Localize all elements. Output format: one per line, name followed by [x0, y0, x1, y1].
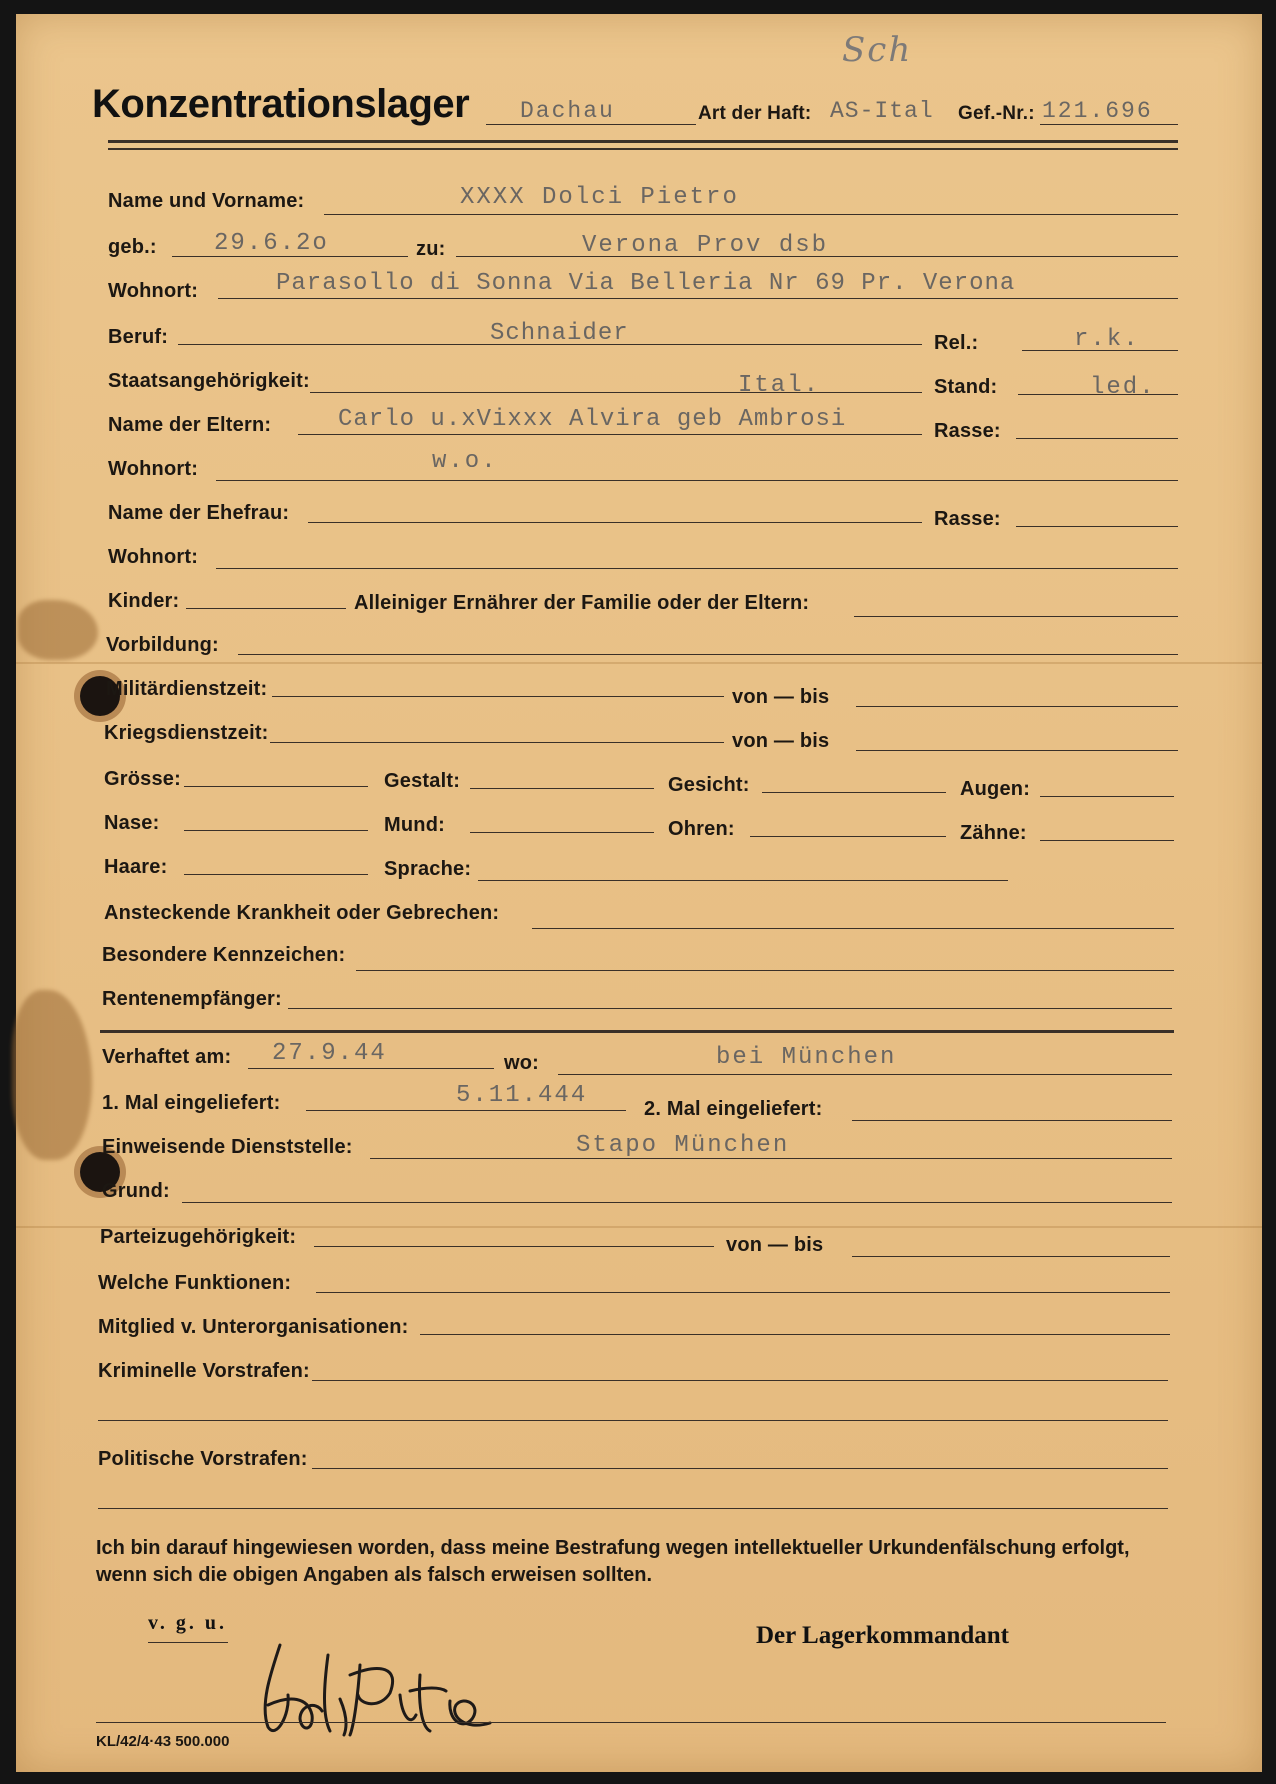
eltern-value: Carlo u.xVixxx Alvira geb Ambrosi: [338, 406, 847, 433]
militaer-label: Militärdienstzeit:: [106, 678, 268, 700]
gef-line: [1040, 124, 1178, 125]
kriminell-label: Kriminelle Vorstrafen:: [98, 1360, 310, 1382]
dienststelle-line: [370, 1158, 1172, 1159]
form-code: KL/42/4·43 500.000: [96, 1733, 230, 1750]
name-label: Name und Vorname:: [108, 190, 305, 212]
haare-label: Haare:: [104, 856, 168, 878]
kennzeichen-line: [356, 970, 1174, 971]
militaer-line: [272, 696, 724, 697]
dienststelle-value: Stapo München: [576, 1132, 790, 1159]
sprache-line: [478, 880, 1008, 881]
mal1-label: 1. Mal eingeliefert:: [102, 1092, 281, 1114]
stand-line: [1018, 394, 1178, 395]
eltern-line: [298, 434, 922, 435]
geb-label: geb.:: [108, 236, 157, 258]
commander-label: Der Lagerkommandant: [756, 1622, 1010, 1649]
wo-line: [558, 1074, 1172, 1075]
zu-line: [456, 256, 1178, 257]
groesse-line: [184, 786, 368, 787]
krankheit-line: [532, 928, 1174, 929]
wohnort-value: Parasollo di Sonna Via Belleria Nr 69 Pr. Verona: [276, 270, 1016, 297]
geb-line: [172, 256, 408, 257]
rel-line: [1022, 350, 1178, 351]
krieg-label: Kriegsdienstzeit:: [104, 722, 269, 744]
form-title: Konzentrationslager: [92, 82, 470, 126]
staat-label: Staatsangehörigkeit:: [108, 370, 310, 392]
gesicht-label: Gesicht:: [668, 774, 750, 796]
politisch-line: [312, 1468, 1168, 1469]
verhaftet-value: 27.9.44: [272, 1040, 387, 1067]
vgu-label: v. g. u.: [148, 1612, 228, 1634]
mal1-value: 5.11.444: [456, 1082, 588, 1109]
rasse2-line: [1016, 526, 1178, 527]
wohnort2-label: Wohnort:: [108, 458, 199, 480]
gef-nr-value: 121.696: [1042, 98, 1153, 124]
augen-label: Augen:: [960, 778, 1031, 800]
funktionen-line: [316, 1292, 1170, 1293]
grund-label: Grund:: [102, 1180, 170, 1202]
zu-label: zu:: [416, 238, 446, 260]
partei-label: Parteizugehörigkeit:: [100, 1226, 297, 1248]
camp-value: Dachau: [520, 98, 615, 124]
gesicht-line: [762, 792, 946, 793]
rente-label: Rentenempfänger:: [102, 988, 282, 1010]
vonbis2-label: von — bis: [732, 730, 830, 752]
vorbildung-label: Vorbildung:: [106, 634, 219, 656]
header-rule: [108, 148, 1178, 150]
mitglied-label: Mitglied v. Unterorganisationen:: [98, 1316, 409, 1338]
funktionen-label: Welche Funktionen:: [98, 1272, 292, 1294]
ehefrau-line: [308, 522, 922, 523]
gestalt-label: Gestalt:: [384, 770, 461, 792]
zaehne-label: Zähne:: [960, 822, 1027, 844]
geb-value: 29.6.2o: [214, 230, 329, 257]
partei-line: [314, 1246, 714, 1247]
kriminell-line: [312, 1380, 1168, 1381]
wohnort2-line: [216, 480, 1178, 481]
politisch-line-2: [98, 1508, 1168, 1509]
rasse-line: [1016, 438, 1178, 439]
vgu-underline: [148, 1642, 228, 1643]
verhaftet-label: Verhaftet am:: [102, 1046, 232, 1068]
section-rule: [100, 1030, 1174, 1033]
haare-line: [184, 874, 368, 875]
nase-line: [184, 830, 368, 831]
camp-line: [486, 124, 696, 125]
wo-label: wo:: [504, 1052, 540, 1074]
beruf-line: [178, 344, 922, 345]
haft-value: AS-Ital: [830, 98, 934, 124]
stand-label: Stand:: [934, 376, 998, 398]
declaration-text: Ich bin darauf hingewiesen worden, dass meine Bestrafung wegen intellektueller Urkundenfälschung erfolgt, wenn sich die obigen Angaben als falsch erweisen sollten.: [96, 1537, 1130, 1586]
wohnort3-label: Wohnort:: [108, 546, 199, 568]
rasse2-label: Rasse:: [934, 508, 1001, 530]
rel-label: Rel.:: [934, 332, 979, 354]
signature-line: [96, 1722, 1166, 1723]
stand-value: led.: [1090, 374, 1156, 401]
ernaehrer-label: Alleiniger Ernährer der Familie oder der Eltern:: [354, 592, 810, 614]
ohren-line: [750, 836, 946, 837]
ohren-label: Ohren:: [668, 818, 735, 840]
zaehne-line: [1040, 840, 1174, 841]
name-line: [324, 214, 1178, 215]
krankheit-label: Ansteckende Krankheit oder Gebrechen:: [104, 902, 500, 924]
vonbis3-line: [852, 1256, 1170, 1257]
ernaehrer-line: [854, 616, 1178, 617]
mal2-label: 2. Mal eingeliefert:: [644, 1098, 823, 1120]
dienststelle-label: Einweisende Dienststelle:: [102, 1136, 353, 1158]
beruf-value: Schnaider: [490, 320, 629, 347]
vonbis1-label: von — bis: [732, 686, 830, 708]
mund-line: [470, 832, 654, 833]
header-rule: [108, 140, 1178, 143]
signature: [250, 1635, 530, 1745]
vorbildung-line: [238, 654, 1178, 655]
wo-value: bei München: [716, 1044, 897, 1071]
gestalt-line: [470, 788, 654, 789]
haft-note: Sch: [842, 30, 913, 70]
rel-value: r.k.: [1074, 326, 1140, 353]
mal2-line: [852, 1120, 1172, 1121]
augen-line: [1040, 796, 1174, 797]
rasse-label: Rasse:: [934, 420, 1001, 442]
kriminell-line-2: [98, 1420, 1168, 1421]
ehefrau-label: Name der Ehefrau:: [108, 502, 290, 524]
kinder-label: Kinder:: [108, 590, 180, 612]
mal1-line: [306, 1110, 626, 1111]
kennzeichen-label: Besondere Kennzeichen:: [102, 944, 346, 966]
beruf-label: Beruf:: [108, 326, 169, 348]
wohnort3-line: [216, 568, 1178, 569]
kinder-line: [186, 608, 346, 609]
wohnort-line: [218, 298, 1178, 299]
fold-line: [16, 662, 1262, 664]
rente-line: [288, 1008, 1172, 1009]
wohnort2-value: w.o.: [432, 448, 498, 475]
haft-label: Art der Haft:: [698, 103, 812, 124]
grund-line: [182, 1202, 1172, 1203]
groesse-label: Grösse:: [104, 768, 181, 790]
eltern-label: Name der Eltern:: [108, 414, 272, 436]
vonbis3-label: von — bis: [726, 1234, 824, 1256]
wohnort-label: Wohnort:: [108, 280, 199, 302]
staat-value: Ital.: [738, 372, 821, 399]
vonbis1-line: [856, 706, 1178, 707]
staat-line: [310, 392, 922, 393]
mund-label: Mund:: [384, 814, 445, 836]
vonbis2-line: [856, 750, 1178, 751]
verhaftet-line: [248, 1068, 494, 1069]
sprache-label: Sprache:: [384, 858, 472, 880]
mitglied-line: [420, 1334, 1170, 1335]
name-value: XXXX Dolci Pietro: [460, 184, 739, 211]
nase-label: Nase:: [104, 812, 160, 834]
politisch-label: Politische Vorstrafen:: [98, 1448, 308, 1470]
gef-nr-label: Gef.-Nr.:: [958, 103, 1035, 124]
zu-value: Verona Prov dsb: [582, 232, 829, 259]
krieg-line: [270, 742, 724, 743]
